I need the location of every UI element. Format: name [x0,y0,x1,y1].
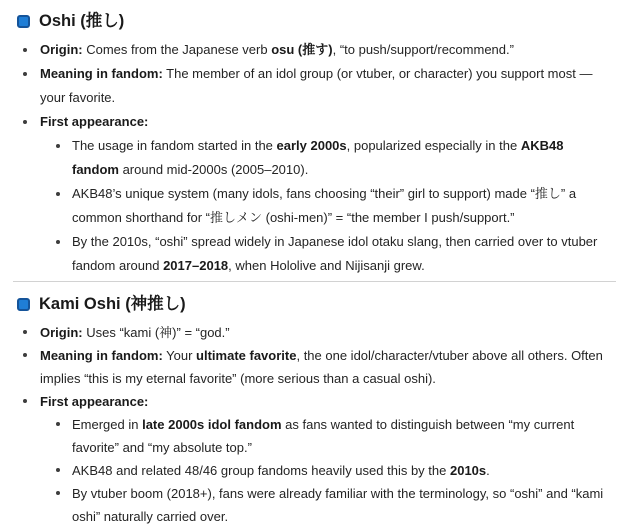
section-heading [17,11,628,32]
list-item [49,482,618,528]
list-item-text: The usage in fandom started in the early 2000s, popularized especially in the AKB48 fandom around mid-2000s (2005–2010). [72,138,564,177]
sub-bullet-list [40,413,618,528]
list-item-text: By the 2010s, “oshi” spread widely in Japanese idol otaku slang, then carried over to vtuber fandom around 2017–2018, when Hololive and Nijisanji grew. [72,234,598,273]
section-heading [17,294,628,315]
list-item [49,459,618,482]
bullet-list [17,38,628,278]
list-item-text: Origin: Uses “kami (神)” = “god.” [40,325,230,340]
list-item [49,230,618,278]
blue-square-icon [17,15,30,28]
list-item-text: By vtuber boom (2018+), fans were already familiar with the terminology, so “oshi” and “kami oshi” naturally carried over. [72,486,604,524]
section-kami-oshi [17,294,628,528]
section-divider [13,281,616,282]
list-item-text: Origin: Comes from the Japanese verb osu (推す), “to push/support/recommend.” [40,42,514,57]
list-item-text: Meaning in fandom: The member of an idol group (or vtuber, or character) you support most — your favorite. [40,66,593,105]
list-item-text: First appearance: [40,394,149,409]
list-item [17,321,628,344]
list-item [17,38,628,62]
list-item [17,62,628,110]
list-item-text: First appearance: [40,114,149,129]
list-item-text: Emerged in late 2000s idol fandom as fans wanted to distinguish between “my current favorite” and “my absolute top.” [72,417,575,455]
list-item [49,182,618,230]
section-oshi [17,11,628,278]
section-title: Kami Oshi (神推し) [39,295,186,313]
list-item-text: Meaning in fandom: Your ultimate favorite, the one idol/character/vtuber above all others. Often implies “this is my eternal favorite” (more serious than a casual oshi). [40,348,603,386]
blue-square-icon [17,298,30,311]
bullet-list [17,321,628,528]
section-title: Oshi (推し) [39,12,125,30]
list-item [17,344,628,390]
list-item [49,134,618,182]
list-item-text: AKB48 and related 48/46 group fandoms heavily used this by the 2010s. [72,463,490,478]
list-item-text: AKB48’s unique system (many idols, fans choosing “their” girl to support) made “推し” a common shorthand for “推しメン (oshi-men)” = “the member I push/support.” [72,186,577,225]
sub-bullet-list [40,134,618,278]
list-item [17,390,628,528]
list-item [49,413,618,459]
list-item [17,110,628,278]
